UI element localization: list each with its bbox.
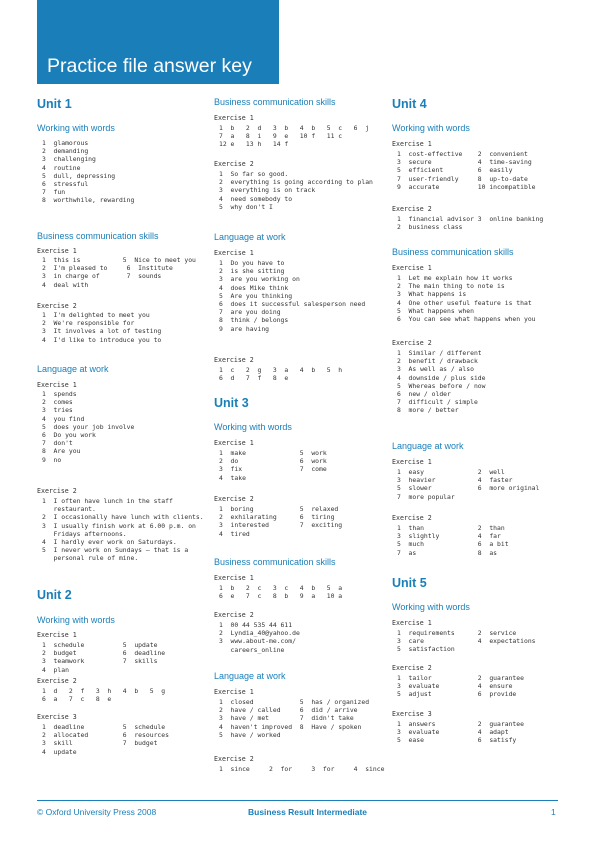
- exercise-label: Exercise 2: [214, 611, 254, 619]
- answer-line: 3 www.about-me.com/: [219, 637, 296, 646]
- answer-list: [397, 274, 536, 323]
- answer-line: 8 worthwhile, rewarding: [42, 196, 135, 205]
- answer-list: [397, 629, 536, 654]
- answer-line: 4 take: [219, 473, 246, 482]
- exercise-label: Exercise 1: [37, 381, 77, 389]
- answer-list: [397, 150, 536, 191]
- answer-line: 2 have / called 6 did / arrive: [219, 706, 358, 715]
- answer-line: 1 than 2 than: [397, 524, 505, 532]
- exercise-label: Exercise 2: [37, 677, 77, 685]
- answer-line: 4 you find: [42, 414, 85, 423]
- answer-line: 1 since 2 for 3 for 4 since: [219, 765, 385, 773]
- answer-line: 3 fix 7 come: [219, 465, 327, 474]
- answer-line: 1 requirements 2 service: [397, 629, 517, 637]
- answer-line: 4 tired: [219, 529, 250, 538]
- answer-line: personal rule of mine.: [42, 554, 139, 563]
- exercise-label: Exercise 2: [214, 755, 254, 763]
- answer-list: [42, 641, 165, 674]
- answer-line: 4 I hardly ever work on Saturdays.: [42, 538, 177, 547]
- answer-line: 5 Whereas before / now: [397, 381, 486, 390]
- answer-line: 2 everything is going according to plan: [219, 178, 373, 187]
- section-heading: Working with words: [214, 422, 292, 432]
- answer-line: 3 care 4 expectations: [397, 637, 536, 646]
- unit-heading: Unit 4: [392, 97, 427, 111]
- page-title: Practice file answer key: [47, 55, 252, 77]
- answer-line: 3 evaluate 4 ensure: [397, 682, 513, 691]
- answer-line: restaurant.: [42, 505, 96, 514]
- answer-line: 3 tries: [42, 406, 73, 415]
- exercise-label: Exercise 1: [214, 688, 254, 696]
- answer-list: [219, 505, 342, 538]
- exercise-label: Exercise 2: [392, 205, 432, 213]
- answer-list: [42, 256, 196, 289]
- answer-line: 1 Similar / different: [397, 349, 482, 357]
- answer-line: 7 as 8 as: [397, 548, 498, 557]
- answer-line: 9 are having: [219, 324, 270, 333]
- answer-line: 6 e 7 c 8 b 9 a 10 a: [219, 592, 343, 601]
- answer-line: 5 adjust 6 provide: [397, 690, 517, 699]
- answer-line: 1 schedule 5 update: [42, 641, 158, 649]
- section-heading: Language at work: [392, 441, 464, 451]
- answer-line: 7 difficult / simple: [397, 398, 478, 407]
- answer-line: 4 I'd like to introduce you to: [42, 335, 162, 344]
- exercise-label: Exercise 1: [392, 619, 432, 627]
- answer-line: 2 I occasionally have lunch with clients.: [42, 513, 204, 522]
- answer-line: 8 Are you: [42, 447, 81, 456]
- exercise-label: Exercise 2: [37, 487, 77, 495]
- answer-list: [397, 349, 486, 415]
- answer-line: careers_online: [219, 645, 285, 654]
- answer-line: 5 efficient 6 easily: [397, 166, 513, 175]
- exercise-label: Exercise 1: [392, 458, 432, 466]
- exercise-label: Exercise 1: [214, 439, 254, 447]
- answer-line: 3 are you working on: [219, 275, 300, 284]
- answer-line: 6 does it successful salesperson need: [219, 300, 366, 309]
- answer-list: [219, 621, 300, 654]
- answer-line: 5 ease 6 satisfy: [397, 736, 517, 745]
- answer-line: 5 satisfaction: [397, 645, 455, 654]
- answer-line: 3 slightly 4 far: [397, 532, 501, 541]
- answer-line: 4 routine: [42, 163, 81, 172]
- answer-line: 3 I usually finish work at 6.00 p.m. on: [42, 521, 196, 530]
- answer-list: [42, 687, 165, 703]
- answer-list: [397, 468, 539, 501]
- exercise-label: Exercise 1: [37, 631, 77, 639]
- exercise-label: Exercise 2: [37, 302, 77, 310]
- answer-list: [42, 139, 134, 205]
- answer-line: 1 I often have lunch in the staff: [42, 497, 173, 505]
- answer-line: 1 easy 2 well: [397, 468, 505, 476]
- answer-line: 1 Do you have to: [219, 259, 285, 267]
- exercise-label: Exercise 1: [214, 249, 254, 257]
- answer-line: 1 d 2 f 3 h 4 b 5 g: [42, 687, 166, 695]
- answer-line: 1 answers 2 guarantee: [397, 720, 524, 728]
- answer-line: 1 spends: [42, 390, 77, 398]
- answer-line: 3 interested 7 exciting: [219, 521, 343, 530]
- exercise-label: Exercise 1: [392, 140, 432, 148]
- answer-line: 1 make 5 work: [219, 449, 327, 457]
- answer-line: 3 challenging: [42, 155, 96, 164]
- answer-line: 1 tailor 2 guarantee: [397, 674, 524, 682]
- answer-line: 1 00 44 535 44 611: [219, 621, 293, 629]
- page-number: 1: [551, 807, 556, 817]
- answer-line: 1 boring 5 relaxed: [219, 505, 339, 513]
- answer-line: 2 business class: [397, 223, 463, 232]
- section-heading: Business communication skills: [214, 97, 336, 107]
- exercise-label: Exercise 3: [37, 713, 77, 721]
- answer-list: [219, 366, 342, 382]
- answer-line: 6 You can see what happens when you: [397, 315, 536, 324]
- answer-line: 6 d 7 f 8 e: [219, 374, 289, 383]
- answer-line: 2 Lyndia_40@yahoo.de: [219, 629, 300, 638]
- answer-line: 6 stressful: [42, 180, 89, 189]
- answer-line: 1 b 2 c 3 c 4 b 5 a: [219, 584, 343, 592]
- answer-line: 2 exhilarating 6 tiring: [219, 513, 335, 522]
- section-heading: Language at work: [214, 671, 286, 681]
- answer-line: 6 new / older: [397, 390, 451, 399]
- answer-list: [219, 124, 369, 149]
- answer-line: 4 does Mike think: [219, 283, 289, 292]
- section-heading: Working with words: [37, 123, 115, 133]
- book-title: Business Result Intermediate: [248, 807, 368, 817]
- answer-line: 5 much 6 a bit: [397, 540, 509, 549]
- unit-heading: Unit 3: [214, 396, 249, 410]
- exercise-label: Exercise 3: [392, 710, 432, 718]
- exercise-label: Exercise 2: [392, 664, 432, 672]
- answer-line: 1 c 2 g 3 a 4 b 5 h: [219, 366, 343, 374]
- answer-list: [397, 720, 524, 745]
- answer-line: 7 more popular: [397, 492, 455, 501]
- answer-line: 2 allocated 6 resources: [42, 731, 169, 740]
- answer-list: [42, 497, 204, 563]
- answer-line: 4 need somebody to: [219, 194, 293, 203]
- exercise-label: Exercise 1: [37, 247, 77, 255]
- answer-list: [219, 584, 342, 600]
- answer-line: 5 What happens when: [397, 306, 474, 315]
- answer-line: 2 benefit / drawback: [397, 357, 478, 366]
- section-heading: Business communication skills: [392, 247, 514, 257]
- answer-line: 7 are you doing: [219, 308, 281, 317]
- answer-line: 7 don't: [42, 439, 73, 448]
- answer-line: 4 plan: [42, 665, 69, 674]
- answer-line: 4 downside / plus side: [397, 373, 486, 382]
- answer-line: 2 I'm pleased to 6 Institute: [42, 264, 173, 273]
- answer-line: 8 think / belongs: [219, 316, 289, 325]
- answer-line: 6 Do you work: [42, 431, 96, 440]
- answer-list: [42, 311, 161, 344]
- answer-line: 2 do 6 work: [219, 457, 327, 466]
- answer-line: 1 b 2 d 3 b 4 b 5 c 6 j: [219, 124, 370, 132]
- answer-line: 2 demanding: [42, 147, 89, 156]
- unit-heading: Unit 2: [37, 588, 72, 602]
- section-heading: Language at work: [37, 364, 109, 374]
- section-heading: Business communication skills: [37, 231, 159, 241]
- answer-line: 3 heavier 4 faster: [397, 476, 513, 485]
- answer-line: 3 secure 4 time-saving: [397, 158, 532, 167]
- answer-line: 1 this is 5 Nice to meet you: [42, 256, 196, 264]
- answer-line: 7 user-friendly 8 up-to-date: [397, 174, 528, 183]
- section-heading: Working with words: [37, 615, 115, 625]
- answer-line: 1 I'm delighted to meet you: [42, 311, 150, 319]
- exercise-label: Exercise 2: [214, 160, 254, 168]
- answer-list: [397, 674, 524, 699]
- answer-line: 7 a 8 i 9 e 10 f 11 c: [219, 132, 343, 141]
- answer-line: 9 no: [42, 455, 62, 464]
- answer-line: Fridays afternoons.: [42, 529, 127, 538]
- section-heading: Working with words: [392, 602, 470, 612]
- answer-line: 3 teamwork 7 skills: [42, 657, 158, 666]
- answer-line: 5 dull, depressing: [42, 171, 116, 180]
- answer-line: 7 fun: [42, 188, 66, 197]
- title-banner: [37, 0, 279, 84]
- answer-list: [219, 698, 369, 739]
- answer-line: 3 everything is on track: [219, 186, 316, 195]
- answer-line: 3 have / met 7 didn't take: [219, 714, 354, 723]
- answer-list: [397, 215, 543, 231]
- answer-list: [219, 259, 365, 333]
- answer-line: 3 It involves a lot of testing: [42, 327, 162, 336]
- answer-line: 5 does your job involve: [42, 422, 135, 431]
- answer-list: [219, 765, 384, 773]
- answer-line: 5 I never work on Sundays – that is a: [42, 546, 189, 555]
- answer-list: [397, 524, 509, 557]
- answer-line: 3 As well as / also: [397, 365, 474, 374]
- section-heading: Language at work: [214, 232, 286, 242]
- footer-divider: [37, 800, 558, 801]
- answer-line: 1 So far so good.: [219, 170, 289, 178]
- answer-line: 2 We're responsible for: [42, 319, 135, 328]
- copyright: © Oxford University Press 2008: [37, 807, 157, 817]
- answer-line: 3 skill 7 budget: [42, 739, 158, 748]
- answer-line: 2 The main thing to note is: [397, 282, 505, 291]
- answer-line: 4 haven't improved 8 Have / spoken: [219, 722, 362, 731]
- answer-list: [219, 449, 327, 482]
- answer-list: [42, 723, 169, 756]
- answer-line: 3 in charge of 7 sounds: [42, 272, 162, 281]
- answer-line: 5 have / worked: [219, 730, 281, 739]
- exercise-label: Exercise 1: [214, 114, 254, 122]
- exercise-label: Exercise 2: [392, 514, 432, 522]
- unit-heading: Unit 5: [392, 576, 427, 590]
- answer-line: 5 why don't I: [219, 202, 273, 211]
- answer-line: 6 a 7 c 8 e: [42, 695, 112, 704]
- answer-line: 1 closed 5 has / organized: [219, 698, 370, 706]
- answer-line: 5 slower 6 more original: [397, 484, 540, 493]
- section-heading: Business communication skills: [214, 557, 336, 567]
- exercise-label: Exercise 1: [214, 574, 254, 582]
- answer-line: 1 deadline 5 schedule: [42, 723, 166, 731]
- exercise-label: Exercise 1: [392, 264, 432, 272]
- answer-line: 1 cost-effective 2 convenient: [397, 150, 528, 158]
- answer-line: 3 What happens is: [397, 290, 467, 299]
- answer-line: 2 budget 6 deadline: [42, 649, 166, 658]
- unit-heading: Unit 1: [37, 97, 72, 111]
- answer-line: 5 Are you thinking: [219, 291, 293, 300]
- answer-line: 4 deal with: [42, 280, 89, 289]
- section-heading: Working with words: [392, 123, 470, 133]
- answer-line: 1 glamorous: [42, 139, 89, 147]
- answer-list: [219, 170, 373, 211]
- exercise-label: Exercise 2: [214, 495, 254, 503]
- answer-line: 1 Let me explain how it works: [397, 274, 513, 282]
- answer-line: 9 accurate 10 incompatible: [397, 182, 536, 191]
- exercise-label: Exercise 2: [392, 339, 432, 347]
- answer-line: 2 is she sitting: [219, 267, 285, 276]
- answer-line: 4 One other useful feature is that: [397, 298, 532, 307]
- answer-line: 8 more / better: [397, 406, 459, 415]
- answer-line: 4 update: [42, 747, 77, 756]
- answer-line: 12 e 13 h 14 f: [219, 140, 289, 149]
- answer-line: 3 evaluate 4 adapt: [397, 728, 509, 737]
- exercise-label: Exercise 2: [214, 356, 254, 364]
- answer-line: 2 comes: [42, 398, 73, 407]
- answer-list: [42, 390, 134, 464]
- answer-line: 1 financial advisor 3 online banking: [397, 215, 544, 223]
